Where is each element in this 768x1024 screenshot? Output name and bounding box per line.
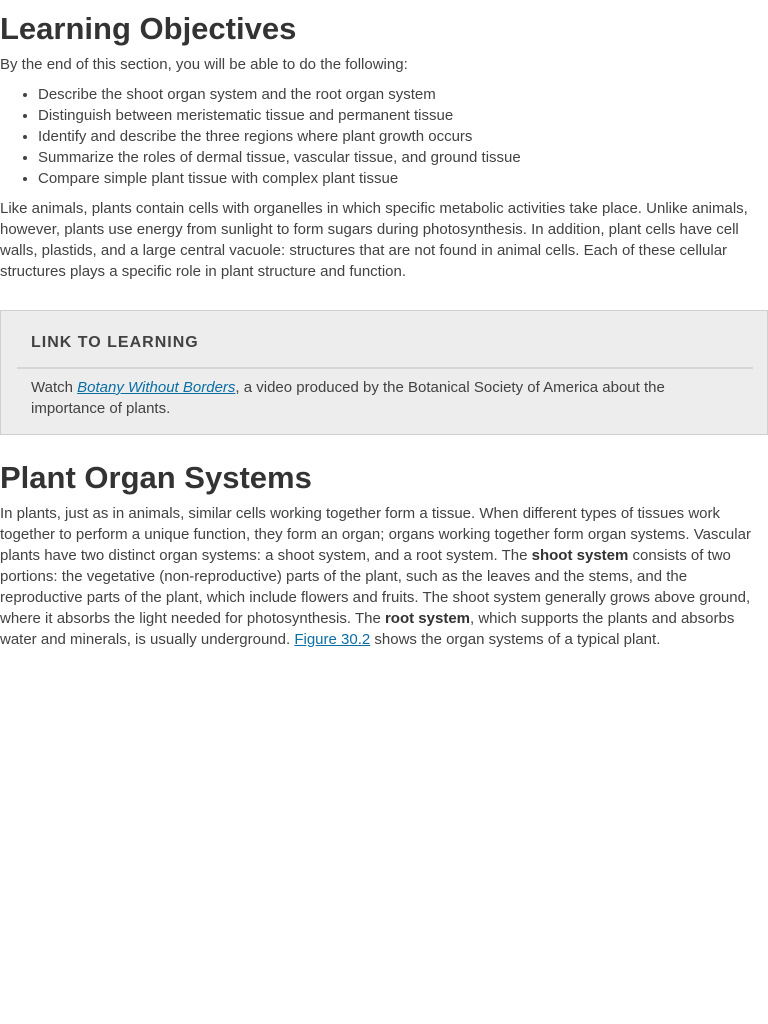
term-shoot-system: shoot system	[531, 547, 629, 564]
botany-without-borders-link[interactable]: Botany Without Borders	[77, 379, 236, 396]
list-item: • Identify and describe the three regions where plant growth occurs	[38, 126, 521, 147]
objectives-list	[0, 84, 521, 189]
box-text-before: Watch	[31, 379, 78, 396]
organ-text-part3: , which supports the plants and absorbs water and minerals, is usually underground.	[0, 610, 735, 648]
organ-text-part4: shows the organ systems of a typical plant.	[370, 631, 661, 648]
link-to-learning-title: LINK TO LEARNING	[31, 334, 199, 351]
term-root-system: root system	[384, 610, 470, 627]
list-item: • Compare simple plant tissue with complex plant tissue	[38, 168, 521, 189]
link-to-learning-text	[31, 377, 731, 419]
organ-systems-paragraph	[0, 503, 768, 650]
organ-text-part2: consists of two portions: the vegetative (non-reproductive) parts of the plant, such as the leaves and the stems, and the reproductive parts of the plant, which include flowers and fruits. The shoot system generally grows above ground, where it absorbs the light needed for photosynthesis. The	[0, 547, 751, 627]
box-text-after: , a video produced by the Botanical Society of America about the importance of plants.	[31, 379, 665, 417]
objectives-intro: By the end of this section, you will be able to do the following:	[0, 56, 408, 73]
plant-organ-systems-heading: Plant Organ Systems	[0, 460, 312, 495]
intro-paragraph: Like animals, plants contain cells with organelles in which specific metabolic activities take place. Unlike animals, however, plants use energy from sunlight to form sugars during photosynthesis. In addition, plant cells have cell walls, plastids, and a large central vacuole: structures that are not found in animal cells. Each of these cellular structures plays a specific role in plant structure and function.	[0, 200, 748, 280]
list-item: • Distinguish between meristematic tissue and permanent tissue	[38, 105, 521, 126]
list-item: • Summarize the roles of dermal tissue, vascular tissue, and ground tissue	[38, 147, 521, 168]
figure-30-2-link[interactable]: Figure 30.2	[294, 631, 371, 648]
learning-objectives-heading: Learning Objectives	[0, 11, 297, 46]
link-to-learning-box	[0, 310, 768, 435]
box-divider	[17, 367, 753, 369]
organ-text-part1: In plants, just as in animals, similar cells working together form a tissue. When different types of tissues work together to perform a unique function, they form an organ; organs working together form organ systems. Vascular plants have two distinct organ systems: a shoot system, and a root system. The	[0, 505, 751, 564]
list-item: • Describe the shoot organ system and the root organ system	[38, 84, 521, 105]
